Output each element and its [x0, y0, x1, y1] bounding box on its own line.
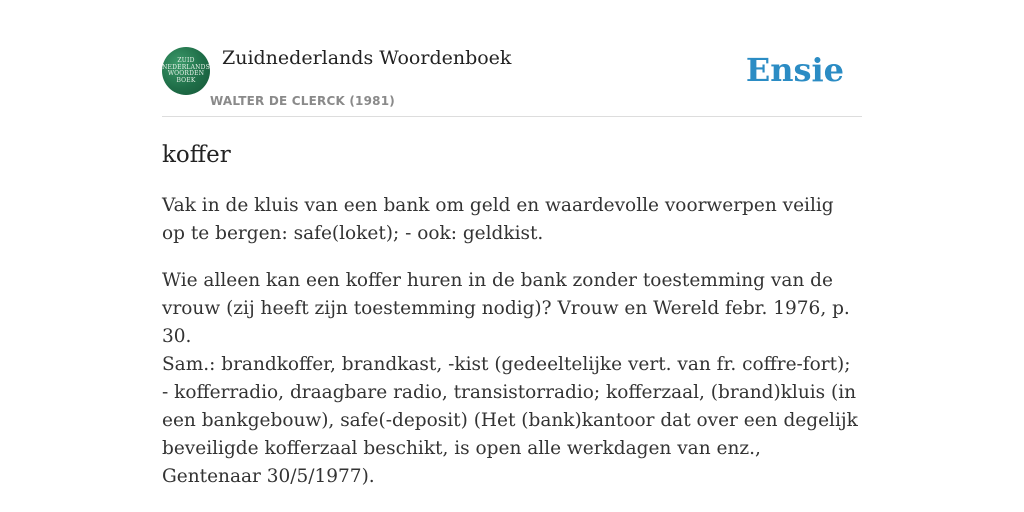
entry-definition: Vak in de kluis van een bank om geld en waardevolle voorwerpen veilig op te bergen: safe(loket); - ook: geldkist. — [162, 195, 834, 244]
dictionary-header — [162, 0, 862, 117]
logo-text-line: WOORDEN — [167, 70, 205, 77]
entry-headword: koffer — [162, 142, 231, 168]
dictionary-logo[interactable] — [162, 47, 210, 95]
brand-logo-link[interactable]: Ensie — [745, 51, 844, 89]
logo-text-line: NEDERLANDS — [162, 63, 210, 71]
logo-text-line: ZUID — [177, 57, 195, 64]
logo-text-line: BOEK — [176, 76, 196, 84]
dictionary-author: WALTER DE CLERCK (1981) — [210, 94, 395, 108]
entry-example: Wie alleen kan een koffer huren in de bank zonder toestemming van de vrouw (zij heeft zijn toestemming nodig)? Vrouw en Wereld febr. 1976, p. 30. — [162, 270, 850, 347]
dictionary-title-link[interactable]: Zuidnederlands Woordenboek — [222, 47, 512, 69]
page — [162, 0, 862, 512]
entry-compounds: Sam.: brandkoffer, brandkast, -kist (gedeeltelijke vert. van fr. coffre-fort); - kofferradio, draagbare radio, transistorradio; kofferzaal, (brand)kluis (in een bankgebouw), safe(-deposit) (Het (bank)kantoor dat over een degelijk beveiligde kofferzaal beschikt, is open alle werkdagen van enz., Gentenaar 30/5/1977). — [162, 354, 858, 487]
